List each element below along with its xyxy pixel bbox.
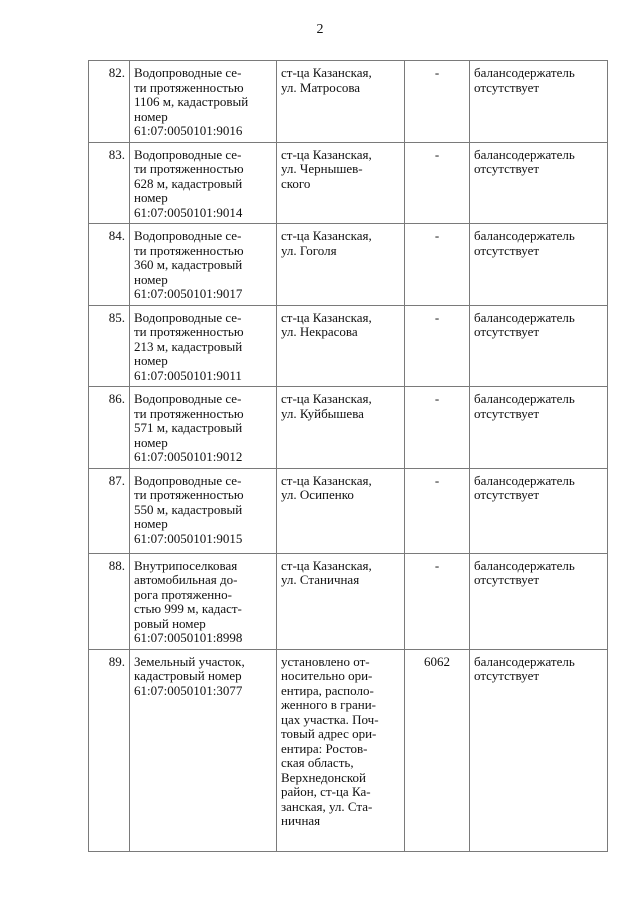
owner-cell — [470, 468, 608, 553]
object-name-cell-line: ти протяженностью — [134, 242, 244, 258]
table-row — [89, 387, 608, 469]
owner-cell-line: отсутствует — [474, 324, 540, 339]
object-name-cell-line: 61:07:0050101:9017 — [134, 286, 243, 301]
owner-cell — [470, 142, 608, 224]
page-number: 2 — [316, 22, 324, 37]
table-row — [89, 61, 608, 143]
owner-cell-line: отсутствует — [474, 161, 540, 176]
address-cell-line: ул. Некрасова — [281, 324, 358, 339]
object-name-cell-line: 61:07:0050101:9015 — [134, 530, 243, 546]
registry-table-body — [89, 61, 608, 852]
address-cell-line: ул. Гоголя — [281, 242, 337, 258]
owner-cell — [470, 553, 608, 649]
object-name-cell — [130, 224, 277, 306]
object-name-cell — [130, 553, 277, 649]
object-name-cell-line: ти протяженностью — [134, 405, 244, 421]
address-cell-line: установлено от- — [281, 653, 370, 669]
object-name-cell-line: Земельный участок, — [134, 653, 245, 669]
owner-cell-line: отсутствует — [474, 487, 540, 502]
object-name-cell-line: Водопроводные се- — [134, 472, 242, 488]
owner-cell — [470, 387, 608, 469]
table-row — [89, 224, 608, 306]
address-cell-line: занская, ул. Ста- — [281, 798, 373, 814]
owner-cell-line: балансодержатель — [474, 309, 575, 325]
object-name-cell-line: Водопроводные се- — [134, 391, 242, 406]
object-name-cell-line: рога протяженно- — [134, 586, 232, 602]
area-cell: - — [405, 553, 470, 649]
owner-cell-line: балансодержатель — [474, 557, 575, 573]
area-cell: - — [405, 224, 470, 306]
address-cell — [277, 224, 405, 306]
address-cell-line: ст-ца Казанская, — [281, 472, 372, 488]
address-cell-line: ст-ца Казанская, — [281, 65, 372, 80]
address-cell-line: ул. Осипенко — [281, 487, 354, 502]
area-cell: 6062 — [405, 649, 470, 851]
object-name-cell — [130, 142, 277, 224]
table-row — [89, 142, 608, 224]
object-name-cell-line: 360 м, кадастровый — [134, 257, 243, 272]
object-name-cell-line: номер — [134, 190, 168, 205]
address-cell-line: ентира, располо- — [281, 682, 374, 698]
object-name-cell — [130, 61, 277, 143]
owner-cell — [470, 305, 608, 387]
address-cell-line: ул. Станичная — [281, 572, 360, 587]
owner-cell — [470, 649, 608, 851]
object-name-cell-line: ровый номер — [134, 615, 206, 631]
owner-cell-line: отсутствует — [474, 572, 540, 587]
address-cell — [277, 387, 405, 469]
object-name-cell-line: автомобильная до- — [134, 572, 238, 587]
owner-cell — [470, 224, 608, 306]
address-cell — [277, 305, 405, 387]
table-row — [89, 553, 608, 649]
address-cell — [277, 649, 405, 851]
object-name-cell-line: 61:07:0050101:8998 — [134, 630, 243, 645]
object-name-cell-line: Водопроводные се- — [134, 309, 242, 325]
address-cell — [277, 468, 405, 553]
row-number: 86. — [89, 387, 130, 469]
row-number: 89. — [89, 649, 130, 851]
table-row — [89, 649, 608, 851]
object-name-cell — [130, 468, 277, 553]
owner-cell-line: отсутствует — [474, 668, 540, 683]
owner-cell-line: балансодержатель — [474, 472, 575, 488]
object-name-cell-line: 61:07:0050101:9016 — [134, 123, 243, 138]
owner-cell-line: балансодержатель — [474, 146, 575, 162]
object-name-cell-line: номер — [134, 353, 168, 368]
object-name-cell-line: 61:07:0050101:9011 — [134, 367, 242, 383]
row-number: 82. — [89, 61, 130, 143]
object-name-cell-line: 628 м, кадастровый — [134, 175, 243, 191]
object-name-cell-line: кадастровый номер — [134, 668, 242, 683]
address-cell-line: ничная — [281, 813, 321, 828]
object-name-cell-line: 213 м, кадастровый — [134, 338, 243, 354]
object-name-cell-line: Водопроводные се- — [134, 146, 242, 162]
object-name-cell-line: ти протяженностью — [134, 324, 244, 339]
row-number: 85. — [89, 305, 130, 387]
row-number: 84. — [89, 224, 130, 306]
object-name-cell — [130, 387, 277, 469]
address-cell-line: ст-ца Казанская, — [281, 557, 372, 573]
owner-cell-line: отсутствует — [474, 242, 540, 258]
address-cell-line: ул. Матросова — [281, 79, 361, 95]
object-name-cell-line: номер — [134, 516, 168, 531]
address-cell — [277, 61, 405, 143]
object-name-cell-line: Водопроводные се- — [134, 65, 242, 80]
object-name-cell — [130, 305, 277, 387]
row-number: 87. — [89, 468, 130, 553]
owner-cell-line: балансодержатель — [474, 228, 575, 243]
row-number: 83. — [89, 142, 130, 224]
owner-cell-line: балансодержатель — [474, 653, 575, 669]
object-name-cell-line: 550 м, кадастровый — [134, 501, 243, 517]
area-cell: - — [405, 61, 470, 143]
address-cell-line: Верхнедонской — [281, 769, 366, 785]
address-cell-line: цах участка. Поч- — [281, 711, 379, 727]
area-cell: - — [405, 142, 470, 224]
address-cell — [277, 142, 405, 224]
address-cell-line: ентира: Ростов- — [281, 740, 368, 756]
table-row — [89, 305, 608, 387]
owner-cell — [470, 61, 608, 143]
object-name-cell-line: ти протяженностью — [134, 161, 244, 176]
address-cell-line: ул. Чернышев- — [281, 161, 363, 176]
owner-cell-line: балансодержатель — [474, 391, 575, 406]
object-name-cell-line: ти протяженностью — [134, 487, 244, 502]
address-cell-line: ст-ца Казанская, — [281, 391, 372, 406]
area-cell: - — [405, 305, 470, 387]
object-name-cell-line: 61:07:0050101:9014 — [134, 204, 243, 220]
object-name-cell-line: ти протяженностью — [134, 79, 244, 95]
owner-cell-line: отсутствует — [474, 79, 540, 95]
address-cell-line: носительно ори- — [281, 668, 373, 683]
object-name-cell-line: 61:07:0050101:9012 — [134, 449, 243, 464]
object-name-cell-line: номер — [134, 434, 168, 450]
address-cell-line: женного в грани- — [281, 697, 376, 712]
row-number: 88. — [89, 553, 130, 649]
address-cell — [277, 553, 405, 649]
area-cell: - — [405, 468, 470, 553]
object-name-cell-line: стью 999 м, кадаст- — [134, 601, 242, 616]
address-cell-line: ст-ца Казанская, — [281, 228, 372, 243]
object-name-cell-line: 571 м, кадастровый — [134, 420, 243, 435]
object-name-cell — [130, 649, 277, 851]
address-cell-line: ст-ца Казанская, — [281, 309, 372, 325]
table-row — [89, 468, 608, 553]
address-cell-line: ул. Куйбышева — [281, 405, 364, 421]
object-name-cell-line: номер — [134, 108, 168, 124]
object-name-cell-line: 1106 м, кадастровый — [134, 94, 249, 109]
object-name-cell-line: Водопроводные се- — [134, 228, 242, 243]
area-cell: - — [405, 387, 470, 469]
address-cell-line: ского — [281, 175, 311, 191]
object-name-cell-line: номер — [134, 271, 168, 287]
owner-cell-line: отсутствует — [474, 405, 540, 421]
property-registry-table — [88, 60, 608, 852]
address-cell-line: товый адрес ори- — [281, 726, 377, 741]
address-cell-line: ская область, — [281, 755, 354, 770]
owner-cell-line: балансодержатель — [474, 65, 575, 80]
object-name-cell-line: Внутрипоселковая — [134, 557, 238, 573]
object-name-cell-line: 61:07:0050101:3077 — [134, 682, 243, 698]
address-cell-line: район, ст-ца Ка- — [281, 784, 371, 799]
address-cell-line: ст-ца Казанская, — [281, 146, 372, 162]
